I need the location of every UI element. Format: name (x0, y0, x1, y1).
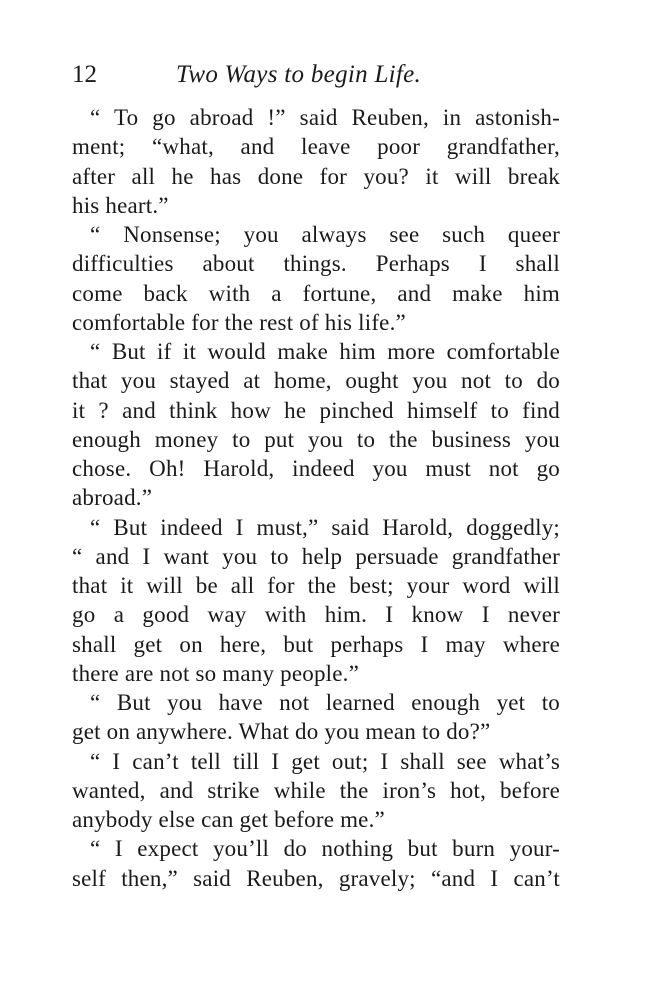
text-line: “ I can’t tell till I get out; I shall see what’s (90, 748, 560, 774)
text-line: “ But you have not learned enough yet to (90, 690, 560, 715)
text-line: his heart.” (72, 192, 169, 218)
running-head (72, 58, 562, 92)
body-text (72, 103, 560, 893)
text-line: that it will be all for the best; your word will (72, 573, 560, 598)
text-line: come back with a fortune, and make him (72, 280, 560, 306)
text-line: wanted, and strike while the iron’s hot, before (72, 777, 560, 803)
text-line: it ? and think how he pinched himself to find (72, 397, 560, 423)
text-line: “ To go abroad !” said Reuben, in astonish- (90, 105, 560, 130)
text-line: that you stayed at home, ought you not to do (72, 368, 560, 394)
text-line: there are not so many people.” (72, 660, 359, 686)
text-line: abroad.” (72, 485, 153, 511)
text-line: shall get on here, but perhaps I may where (72, 631, 560, 657)
text-line: ment; “what, and leave poor grandfather, (72, 134, 560, 160)
text-line: get on anywhere. What do you mean to do?” (72, 719, 491, 745)
text-line: “ But if it would make him more comfortable (90, 339, 560, 364)
text-line: go a good way with him. I know I never (72, 602, 560, 628)
text-line: after all he has done for you? it will break (72, 163, 560, 189)
text-line: “ But indeed I must,” said Harold, doggedly; (90, 514, 560, 540)
text-line: “ Nonsense; you always see such queer (90, 222, 560, 247)
text-line: “ I expect you’ll do nothing but burn your- (90, 836, 560, 862)
text-line: chose. Oh! Harold, indeed you must not go (72, 456, 560, 481)
page-number: 12 (72, 61, 97, 88)
text-line: anybody else can get before me.” (72, 807, 385, 832)
text-line: enough money to put you to the business you (72, 426, 560, 452)
text-line: self then,” said Reuben, gravely; “and I can’t (72, 865, 560, 891)
text-line: comfortable for the rest of his life.” (72, 309, 406, 335)
text-line: “ and I want you to help persuade grandfather (72, 543, 560, 569)
running-title: Two Ways to begin Life. (176, 61, 422, 88)
text-line: difficulties about things. Perhaps I shall (72, 251, 560, 277)
